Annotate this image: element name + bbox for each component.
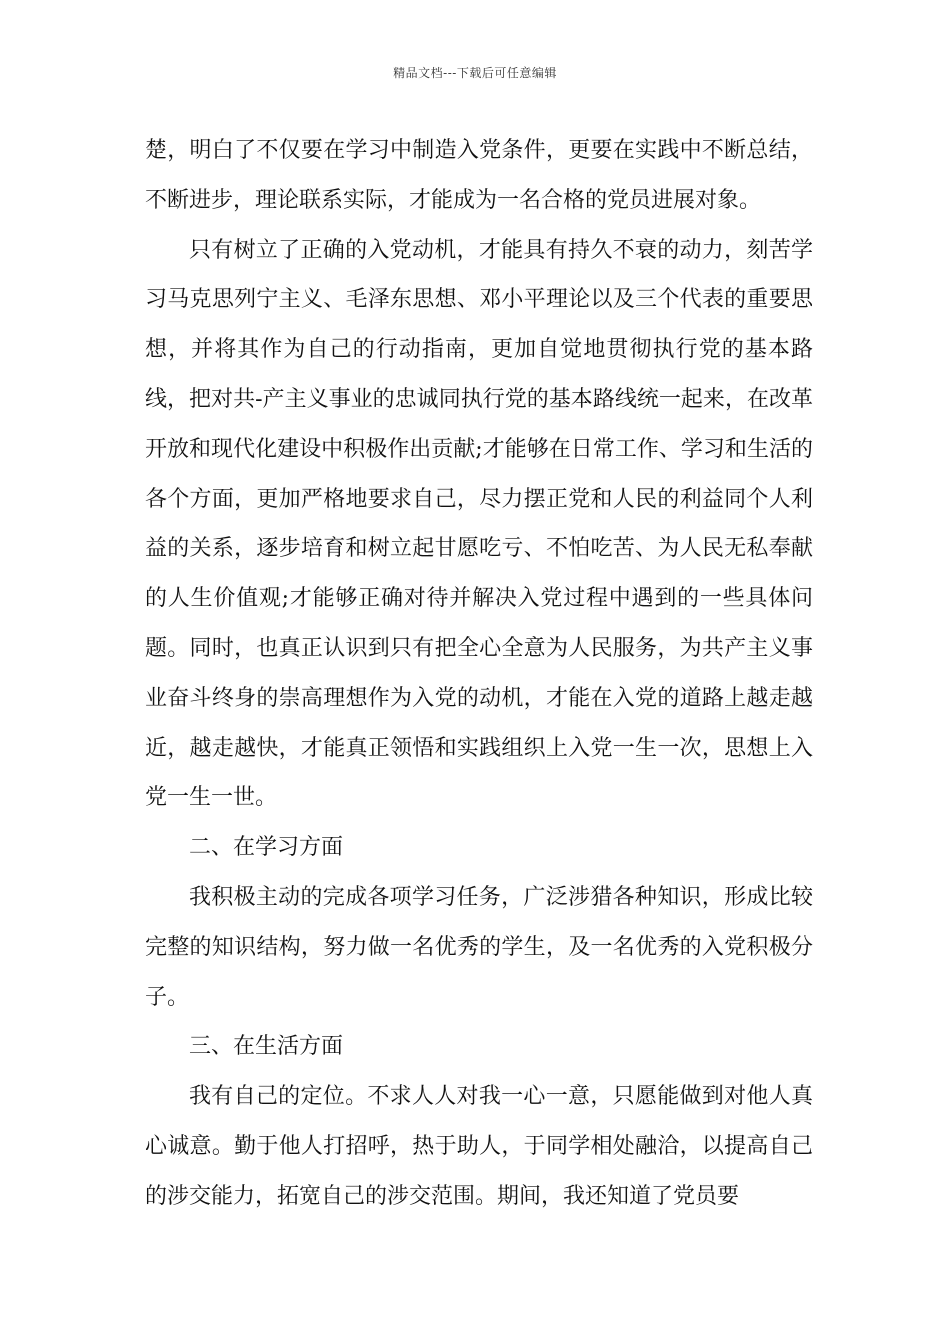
section-heading-life: 三、在生活方面 bbox=[189, 1034, 344, 1060]
document-body bbox=[145, 126, 813, 1222]
section-heading-study: 二、在学习方面 bbox=[189, 835, 344, 861]
paragraph-motivation: 只有树立了正确的入党动机，才能具有持久不衰的动力，刻苦学习马克思列宁主义、毛泽东思想、邓小平理论以及三个代表的重要思想，并将其作为自己的行动指南，更加自觉地贯彻执行党的基本路线，把对共-产主义事业的忠诚同执行党的基本路线统一起来，在改革开放和现代化建设中积极作出贡献;才能够在日常工作、学习和生活的各个方面，更加严格地要求自己，尽力摆正党和人民的利益同个人利益的关系，逐步培育和树立起甘愿吃亏、不怕吃苦、为人民无私奉献的人生价值观;才能够正确对待并解决入党过程中遇到的一些具体问题。同时，也真正认识到只有把全心全意为人民服务，为共产主义事业奋斗终身的崇高理想作为入党的动机，才能在入党的道路上越走越近，越走越快，才能真正领悟和实践组织上入党一生一次，思想上入党一生一世。 bbox=[145, 237, 813, 811]
paragraph-continuation: 楚，明白了不仅要在学习中制造入党条件，更要在实践中不断总结，不断进步，理论联系实际，才能成为一名合格的党员进展对象。 bbox=[145, 138, 813, 213]
paragraph-study: 我积极主动的完成各项学习任务，广泛涉猎各种知识，形成比较完整的知识结构，努力做一名优秀的学生，及一名优秀的入党积极分子。 bbox=[145, 884, 813, 1010]
paragraph-life: 我有自己的定位。不求人人对我一心一意，只愿能做到对他人真心诚意。勤于他人打招呼，热于助人，于同学相处融洽，以提高自己的涉交能力，拓宽自己的涉交范围。期间，我还知道了党员要 bbox=[145, 1084, 813, 1209]
page-header: 精品文档---下载后可任意编辑 bbox=[393, 66, 557, 80]
